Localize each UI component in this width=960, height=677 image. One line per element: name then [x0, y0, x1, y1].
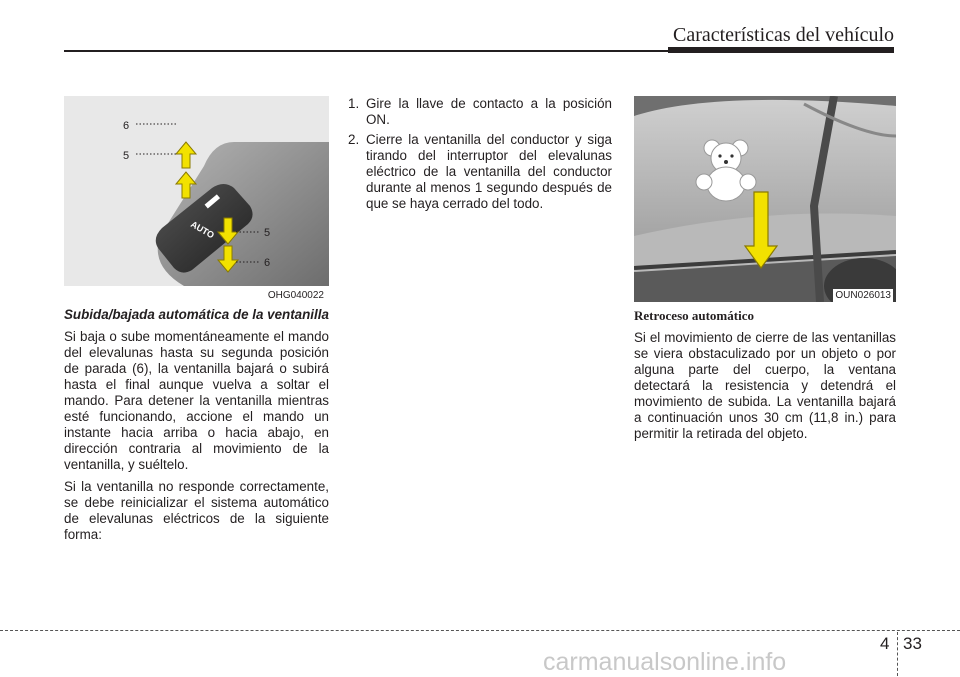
- window-switch-illustration: [64, 96, 329, 286]
- step-number: 2.: [348, 132, 360, 147]
- callout-5-bottom: 5: [264, 227, 271, 239]
- list-item: [348, 132, 612, 212]
- watermark: carmanualsonline.info: [543, 648, 787, 676]
- middle-column: [348, 96, 612, 216]
- paragraph: Si la ventanilla no responde correctamente, se debe reinicializar el sistema automático de elevalunas eléctricos de la siguiente forma:: [64, 479, 329, 542]
- paragraph: Si baja o sube momentáneamente el mando del elevalunas hasta su segunda posición de parada (6), la ventanilla bajará o subirá hasta el final aunque vuelva a soltar el mando. Para detener la ventanilla mientras esté funcionando, accione el mando un instante hacia arriba o hacia abajo, en dirección contraria al movimiento de la ventanilla, y suéltelo.: [64, 329, 329, 472]
- right-column: [634, 308, 896, 448]
- callout-5-top: 5: [123, 150, 130, 162]
- car-window-illustration: [634, 96, 896, 302]
- header-rule-accent: [668, 47, 894, 53]
- step-text: Cierre la ventanilla del conductor y siga tirando del interruptor del elevalunas eléctrico de la ventanilla del conductor durante al menos 1 segundo después de que se haya cerrado del todo.: [366, 132, 612, 211]
- callout-6-top: 6: [123, 120, 130, 132]
- callout-6-bottom: 6: [264, 257, 271, 269]
- section-subheading: Retroceso automático: [634, 308, 754, 323]
- page-number: 33: [903, 634, 922, 653]
- left-column: [64, 307, 329, 549]
- chapter-number: 4: [880, 634, 890, 653]
- auto-label: AUTO: [189, 219, 216, 241]
- auto-reverse-figure: [634, 96, 896, 302]
- window-switch-figure: [64, 96, 329, 302]
- steps-list: [348, 96, 612, 212]
- list-item: [348, 96, 612, 128]
- paragraph: Si el movimiento de cierre de las ventanillas se viera obstaculizado por un objeto o por alguna parte del cuerpo, la ventana detectará la resistencia y detendrá el movimiento de subida. La ventanilla bajará a continuación unos 30 cm (11,8 in.) para permitir la retirada del objeto.: [634, 330, 896, 441]
- section-subheading: Subida/bajada automática de la ventanilla: [64, 307, 329, 322]
- step-text: Gire la llave de contacto a la posición ON.: [366, 96, 612, 127]
- footer-separator: [897, 632, 898, 676]
- step-number: 1.: [348, 96, 360, 111]
- arrow-up-icon: [176, 142, 196, 168]
- footer-rule: [0, 630, 960, 631]
- page-header-title: Características del vehículo: [672, 24, 894, 46]
- figure-code: OUN026013: [835, 290, 891, 301]
- figure-code: OHG040022: [267, 290, 324, 301]
